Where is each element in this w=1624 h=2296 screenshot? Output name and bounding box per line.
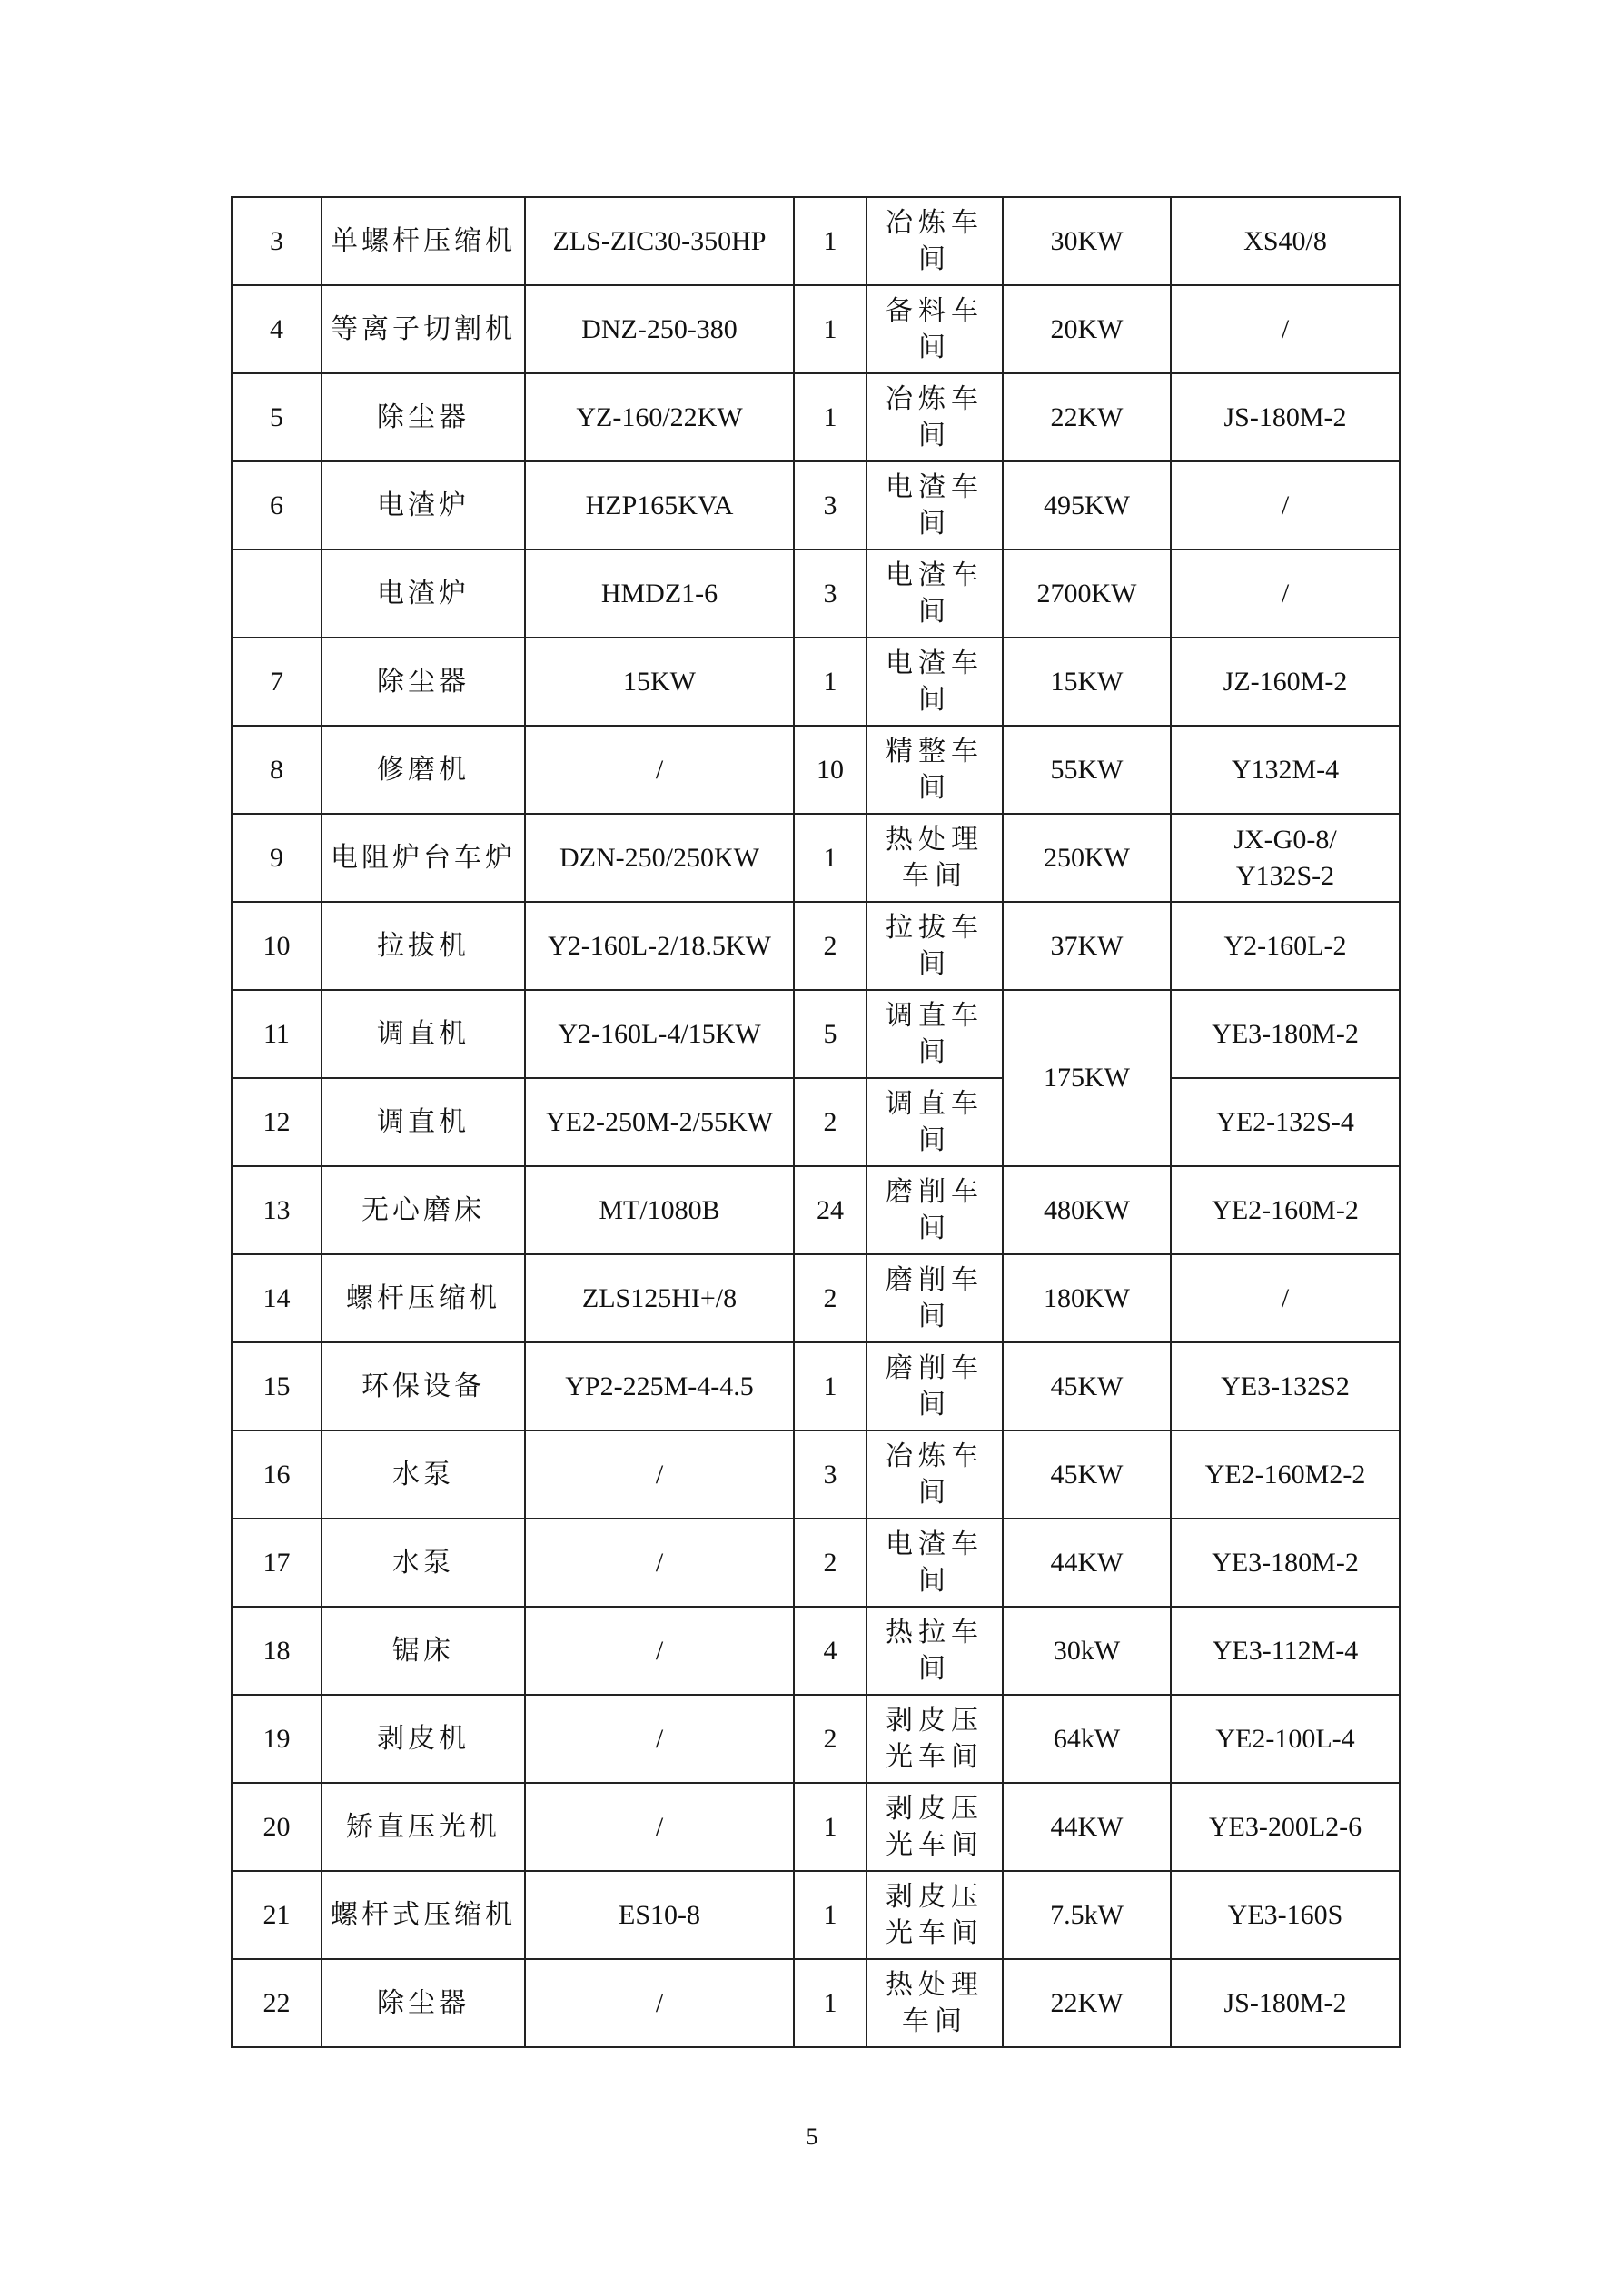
- table-row: [232, 1430, 1400, 1519]
- cell-motor-model-line: JS-180M-2: [1223, 401, 1347, 432]
- cell-number: 13: [232, 1166, 322, 1254]
- cell-equipment-name: 锯床: [322, 1607, 525, 1695]
- cell-power: 44KW: [1003, 1783, 1171, 1871]
- cell-quantity: 1: [794, 1871, 866, 1959]
- table-row: [232, 549, 1400, 638]
- cell-model: /: [525, 1430, 794, 1519]
- cell-motor-model: [1171, 461, 1400, 549]
- cell-workshop-line: 电渣车: [886, 648, 984, 678]
- cell-power: 45KW: [1003, 1342, 1171, 1430]
- cell-workshop-line: 备料车: [886, 295, 984, 326]
- table-row: [232, 461, 1400, 549]
- table-row: [232, 1959, 1400, 2047]
- cell-model: HZP165KVA: [525, 461, 794, 549]
- table-row: [232, 1166, 1400, 1254]
- cell-workshop-line: 光车间: [886, 1829, 984, 1860]
- cell-workshop: [866, 726, 1003, 814]
- cell-workshop-line: 间: [918, 420, 951, 450]
- cell-equipment-name: 螺杆式压缩机: [322, 1871, 525, 1959]
- cell-workshop-line: 磨削车: [886, 1176, 984, 1207]
- cell-model: MT/1080B: [525, 1166, 794, 1254]
- cell-equipment-name: 调直机: [322, 990, 525, 1078]
- table-row: [232, 1607, 1400, 1695]
- cell-workshop-line: 精整车: [886, 736, 984, 767]
- cell-model: DZN-250/250KW: [525, 814, 794, 902]
- cell-workshop-line: 冶炼车: [886, 207, 984, 238]
- cell-number: 4: [232, 285, 322, 373]
- table-row: [232, 814, 1400, 902]
- cell-workshop-line: 间: [918, 1477, 951, 1508]
- cell-quantity: 2: [794, 1695, 866, 1783]
- cell-number: 11: [232, 990, 322, 1078]
- cell-quantity: 2: [794, 1254, 866, 1342]
- cell-number: 16: [232, 1430, 322, 1519]
- cell-workshop-line: 调直车: [886, 1000, 984, 1031]
- cell-model: /: [525, 1695, 794, 1783]
- cell-equipment-name: 环保设备: [322, 1342, 525, 1430]
- cell-motor-model: [1171, 549, 1400, 638]
- cell-model: ES10-8: [525, 1871, 794, 1959]
- cell-workshop-line: 冶炼车: [886, 383, 984, 414]
- cell-number: 19: [232, 1695, 322, 1783]
- cell-workshop: [866, 1078, 1003, 1166]
- cell-quantity: 24: [794, 1166, 866, 1254]
- cell-power: 30KW: [1003, 197, 1171, 285]
- cell-number: 7: [232, 638, 322, 726]
- cell-quantity: 1: [794, 197, 866, 285]
- cell-power: 495KW: [1003, 461, 1171, 549]
- cell-motor-model-line: YE3-180M-2: [1212, 1547, 1359, 1578]
- cell-motor-model-line: YE3-200L2-6: [1208, 1811, 1362, 1842]
- cell-power: 22KW: [1003, 373, 1171, 461]
- equipment-table: [231, 196, 1401, 2048]
- cell-model: DNZ-250-380: [525, 285, 794, 373]
- cell-equipment-name: 电渣炉: [322, 549, 525, 638]
- table-row: [232, 1783, 1400, 1871]
- cell-equipment-name: 水泵: [322, 1430, 525, 1519]
- table-row: [232, 373, 1400, 461]
- cell-model: /: [525, 1783, 794, 1871]
- cell-quantity: 1: [794, 285, 866, 373]
- cell-model: YP2-225M-4-4.5: [525, 1342, 794, 1430]
- cell-workshop-line: 间: [918, 332, 951, 362]
- cell-equipment-name: 等离子切割机: [322, 285, 525, 373]
- cell-motor-model: [1171, 1430, 1400, 1519]
- cell-power: 55KW: [1003, 726, 1171, 814]
- table-row: [232, 990, 1400, 1078]
- table-row: [232, 1078, 1400, 1166]
- cell-equipment-name: 螺杆压缩机: [322, 1254, 525, 1342]
- cell-workshop: [866, 1254, 1003, 1342]
- cell-motor-model: [1171, 285, 1400, 373]
- cell-motor-model: [1171, 1783, 1400, 1871]
- cell-number: 12: [232, 1078, 322, 1166]
- cell-equipment-name: 电阻炉台车炉: [322, 814, 525, 902]
- table-row: [232, 1519, 1400, 1607]
- cell-motor-model-line: YE3-180M-2: [1212, 1018, 1359, 1049]
- cell-motor-model: [1171, 1078, 1400, 1166]
- cell-motor-model-line: YE2-160M2-2: [1204, 1459, 1366, 1489]
- cell-motor-model-line: YE3-132S2: [1221, 1371, 1350, 1401]
- cell-workshop: [866, 373, 1003, 461]
- cell-motor-model-line: YE3-160S: [1227, 1899, 1343, 1930]
- cell-power: 250KW: [1003, 814, 1171, 902]
- cell-motor-model-line: YE3-112M-4: [1212, 1635, 1359, 1666]
- cell-workshop: [866, 902, 1003, 990]
- cell-number: 3: [232, 197, 322, 285]
- cell-workshop-line: 剥皮压: [886, 1705, 984, 1736]
- cell-motor-model: [1171, 1254, 1400, 1342]
- cell-motor-model: [1171, 1871, 1400, 1959]
- cell-workshop-line: 热拉车: [886, 1617, 984, 1648]
- cell-model: Y2-160L-4/15KW: [525, 990, 794, 1078]
- table-row: [232, 285, 1400, 373]
- cell-workshop-line: 间: [918, 772, 951, 803]
- cell-workshop-line: 间: [918, 684, 951, 715]
- cell-motor-model: [1171, 1166, 1400, 1254]
- cell-motor-model-line: JS-180M-2: [1223, 1987, 1347, 2018]
- cell-model: HMDZ1-6: [525, 549, 794, 638]
- cell-workshop-line: 间: [918, 1301, 951, 1331]
- cell-power: 45KW: [1003, 1430, 1171, 1519]
- cell-number: 9: [232, 814, 322, 902]
- cell-workshop: [866, 1695, 1003, 1783]
- cell-model: Y2-160L-2/18.5KW: [525, 902, 794, 990]
- cell-workshop-line: 间: [918, 243, 951, 274]
- cell-equipment-name: 无心磨床: [322, 1166, 525, 1254]
- cell-quantity: 3: [794, 461, 866, 549]
- cell-workshop-line: 车间: [902, 860, 967, 891]
- cell-motor-model: [1171, 638, 1400, 726]
- cell-workshop: [866, 1166, 1003, 1254]
- cell-workshop: [866, 638, 1003, 726]
- cell-power: 30kW: [1003, 1607, 1171, 1695]
- cell-number: 17: [232, 1519, 322, 1607]
- cell-power: 44KW: [1003, 1519, 1171, 1607]
- cell-number: 14: [232, 1254, 322, 1342]
- cell-number: 8: [232, 726, 322, 814]
- cell-motor-model: [1171, 373, 1400, 461]
- cell-workshop-line: 间: [918, 596, 951, 627]
- cell-power: 15KW: [1003, 638, 1171, 726]
- equipment-table-body: [232, 197, 1400, 2047]
- cell-model: ZLS125HI+/8: [525, 1254, 794, 1342]
- cell-workshop-line: 调直车: [886, 1088, 984, 1119]
- cell-motor-model-line: /: [1281, 313, 1290, 344]
- cell-number: 20: [232, 1783, 322, 1871]
- cell-workshop-line: 间: [918, 948, 951, 979]
- cell-workshop: [866, 1342, 1003, 1430]
- cell-quantity: 2: [794, 1078, 866, 1166]
- cell-equipment-name: 除尘器: [322, 638, 525, 726]
- page-number: 5: [806, 2123, 818, 2150]
- cell-motor-model-line: /: [1281, 1282, 1290, 1313]
- cell-workshop: [866, 1519, 1003, 1607]
- cell-motor-model: [1171, 902, 1400, 990]
- cell-motor-model-line: JZ-160M-2: [1223, 666, 1348, 697]
- cell-model: /: [525, 1607, 794, 1695]
- cell-power: 64kW: [1003, 1695, 1171, 1783]
- cell-workshop-line: 光车间: [886, 1917, 984, 1948]
- cell-equipment-name: 剥皮机: [322, 1695, 525, 1783]
- cell-model: YZ-160/22KW: [525, 373, 794, 461]
- cell-workshop-line: 间: [918, 508, 951, 539]
- cell-motor-model: [1171, 1695, 1400, 1783]
- cell-power: 2700KW: [1003, 549, 1171, 638]
- table-row: [232, 1871, 1400, 1959]
- cell-workshop-line: 磨削车: [886, 1352, 984, 1383]
- cell-workshop-line: 间: [918, 1036, 951, 1067]
- cell-power: 20KW: [1003, 285, 1171, 373]
- cell-quantity: 2: [794, 902, 866, 990]
- cell-quantity: 5: [794, 990, 866, 1078]
- cell-model: ZLS-ZIC30-350HP: [525, 197, 794, 285]
- cell-equipment-name: 水泵: [322, 1519, 525, 1607]
- cell-power: 22KW: [1003, 1959, 1171, 2047]
- cell-workshop-line: 电渣车: [886, 1529, 984, 1559]
- cell-quantity: 1: [794, 373, 866, 461]
- cell-equipment-name: 除尘器: [322, 1959, 525, 2047]
- table-row: [232, 1695, 1400, 1783]
- cell-quantity: 1: [794, 638, 866, 726]
- cell-workshop-line: 热处理: [886, 824, 984, 855]
- cell-workshop-line: 间: [918, 1653, 951, 1684]
- cell-number: 18: [232, 1607, 322, 1695]
- cell-workshop-line: 冶炼车: [886, 1440, 984, 1471]
- cell-quantity: 10: [794, 726, 866, 814]
- cell-workshop: [866, 814, 1003, 902]
- cell-workshop-line: 车间: [902, 2005, 967, 2036]
- cell-workshop-line: 光车间: [886, 1741, 984, 1772]
- cell-equipment-name: 电渣炉: [322, 461, 525, 549]
- cell-number: 5: [232, 373, 322, 461]
- cell-quantity: 4: [794, 1607, 866, 1695]
- cell-workshop-line: 间: [918, 1124, 951, 1155]
- cell-equipment-name: 调直机: [322, 1078, 525, 1166]
- cell-motor-model-line: Y2-160L-2: [1223, 930, 1347, 961]
- table-row: [232, 197, 1400, 285]
- cell-motor-model: [1171, 726, 1400, 814]
- cell-motor-model: [1171, 990, 1400, 1078]
- cell-quantity: 3: [794, 549, 866, 638]
- cell-equipment-name: 矫直压光机: [322, 1783, 525, 1871]
- cell-motor-model-line: Y132S-2: [1235, 860, 1335, 891]
- cell-equipment-name: 修磨机: [322, 726, 525, 814]
- cell-power: 37KW: [1003, 902, 1171, 990]
- table-row: [232, 638, 1400, 726]
- cell-workshop-line: 热处理: [886, 1969, 984, 2000]
- cell-motor-model: [1171, 1959, 1400, 2047]
- cell-motor-model-line: Y132M-4: [1231, 754, 1340, 785]
- cell-workshop-line: 剥皮压: [886, 1793, 984, 1824]
- cell-power: 180KW: [1003, 1254, 1171, 1342]
- cell-workshop: [866, 1871, 1003, 1959]
- cell-workshop-line: 磨削车: [886, 1264, 984, 1295]
- cell-workshop-line: 剥皮压: [886, 1881, 984, 1912]
- table-row: [232, 902, 1400, 990]
- cell-workshop: [866, 1783, 1003, 1871]
- cell-motor-model-line: YE2-100L-4: [1215, 1723, 1355, 1754]
- cell-motor-model-line: /: [1281, 578, 1290, 609]
- cell-workshop: [866, 197, 1003, 285]
- cell-workshop: [866, 1607, 1003, 1695]
- cell-equipment-name: 拉拔机: [322, 902, 525, 990]
- cell-workshop: [866, 549, 1003, 638]
- table-row: [232, 1342, 1400, 1430]
- cell-model: 15KW: [525, 638, 794, 726]
- cell-workshop-line: 间: [918, 1389, 951, 1420]
- cell-quantity: 2: [794, 1519, 866, 1607]
- cell-quantity: 1: [794, 814, 866, 902]
- cell-quantity: 1: [794, 1959, 866, 2047]
- cell-number: 10: [232, 902, 322, 990]
- cell-power: 175KW: [1003, 990, 1171, 1166]
- cell-number: [232, 549, 322, 638]
- cell-workshop: [866, 1430, 1003, 1519]
- cell-workshop-line: 拉拔车: [886, 912, 984, 943]
- cell-model: /: [525, 1519, 794, 1607]
- cell-motor-model-line: JX-G0-8/: [1233, 824, 1337, 855]
- cell-motor-model: [1171, 814, 1400, 902]
- cell-motor-model-line: XS40/8: [1243, 225, 1327, 256]
- cell-model: /: [525, 1959, 794, 2047]
- cell-model: YE2-250M-2/55KW: [525, 1078, 794, 1166]
- cell-power: 7.5kW: [1003, 1871, 1171, 1959]
- cell-workshop: [866, 1959, 1003, 2047]
- cell-motor-model-line: YE2-160M-2: [1212, 1194, 1359, 1225]
- table-row: [232, 1254, 1400, 1342]
- table-row: [232, 726, 1400, 814]
- cell-equipment-name: 单螺杆压缩机: [322, 197, 525, 285]
- cell-motor-model: [1171, 1607, 1400, 1695]
- cell-workshop-line: 间: [918, 1565, 951, 1596]
- cell-number: 15: [232, 1342, 322, 1430]
- cell-workshop-line: 电渣车: [886, 559, 984, 590]
- cell-motor-model: [1171, 197, 1400, 285]
- cell-quantity: 1: [794, 1342, 866, 1430]
- cell-workshop-line: 间: [918, 1212, 951, 1243]
- cell-number: 6: [232, 461, 322, 549]
- cell-model: /: [525, 726, 794, 814]
- cell-motor-model-line: YE2-132S-4: [1216, 1106, 1354, 1137]
- cell-motor-model: [1171, 1342, 1400, 1430]
- cell-workshop: [866, 990, 1003, 1078]
- cell-power: 480KW: [1003, 1166, 1171, 1254]
- cell-equipment-name: 除尘器: [322, 373, 525, 461]
- cell-motor-model-line: /: [1281, 490, 1290, 520]
- cell-quantity: 3: [794, 1430, 866, 1519]
- cell-quantity: 1: [794, 1783, 866, 1871]
- cell-number: 22: [232, 1959, 322, 2047]
- cell-workshop-line: 电渣车: [886, 471, 984, 502]
- cell-workshop: [866, 285, 1003, 373]
- cell-workshop: [866, 461, 1003, 549]
- cell-number: 21: [232, 1871, 322, 1959]
- cell-motor-model: [1171, 1519, 1400, 1607]
